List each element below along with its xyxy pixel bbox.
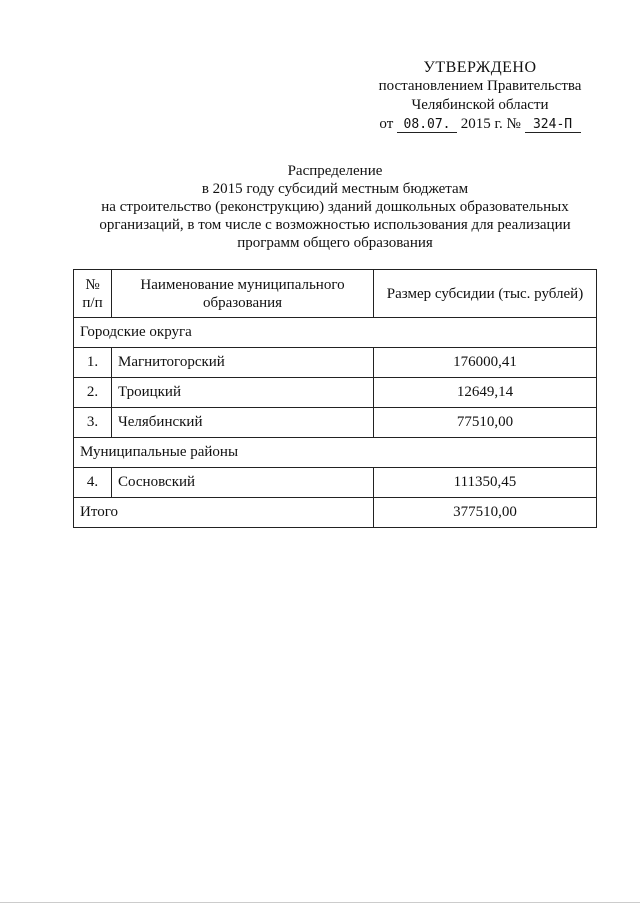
group-row [74,318,597,348]
heading-line-1: Распределение [287,163,383,179]
scan-edge-divider [0,902,640,903]
row-name: Челябинский [112,408,374,438]
approval-line-decree: постановлением Правительства [378,78,582,94]
row-name: Сосновский [112,468,374,498]
decree-date: 08.07. [397,117,457,133]
table-header-row [74,270,597,318]
row-num: 1. [74,348,112,378]
header-value: Размер субсидии (тыс. рублей) [374,270,597,318]
total-label: Итого [74,498,374,528]
group-title: Муниципальные районы [74,438,597,468]
row-name: Магнитогорский [112,348,374,378]
group-row [74,438,597,468]
approval-line-region: Челябинской области [411,97,549,113]
table-row [74,408,597,438]
header-num: № п/п [74,270,112,318]
date-prefix: от [379,116,394,132]
approval-date-line [360,115,600,134]
table-row [74,348,597,378]
row-name: Троицкий [112,378,374,408]
document-heading [70,162,600,252]
row-num: 2. [74,378,112,408]
table-row [74,378,597,408]
table-row [74,468,597,498]
row-num: 4. [74,468,112,498]
decree-year-label: 2015 г. № [460,116,521,132]
total-row [74,498,597,528]
approval-stamp [360,58,600,134]
row-num: 3. [74,408,112,438]
total-value: 377510,00 [374,498,597,528]
row-value: 111350,45 [374,468,597,498]
heading-line-4: организаций, в том числе с возможностью использования для реализации [99,217,571,233]
heading-line-2: в 2015 году субсидий местным бюджетам [201,181,469,197]
subsidy-table [73,269,597,528]
approval-title: УТВЕРЖДЕНО [423,59,537,76]
row-value: 12649,14 [374,378,597,408]
group-title: Городские округа [74,318,597,348]
header-name: Наименование муниципального образования [112,270,374,318]
row-value: 77510,00 [374,408,597,438]
heading-line-3: на строительство (реконструкцию) зданий дошкольных образовательных [101,199,569,215]
heading-line-5: программ общего образования [237,235,433,251]
decree-number: 324-П [525,117,581,133]
row-value: 176000,41 [374,348,597,378]
